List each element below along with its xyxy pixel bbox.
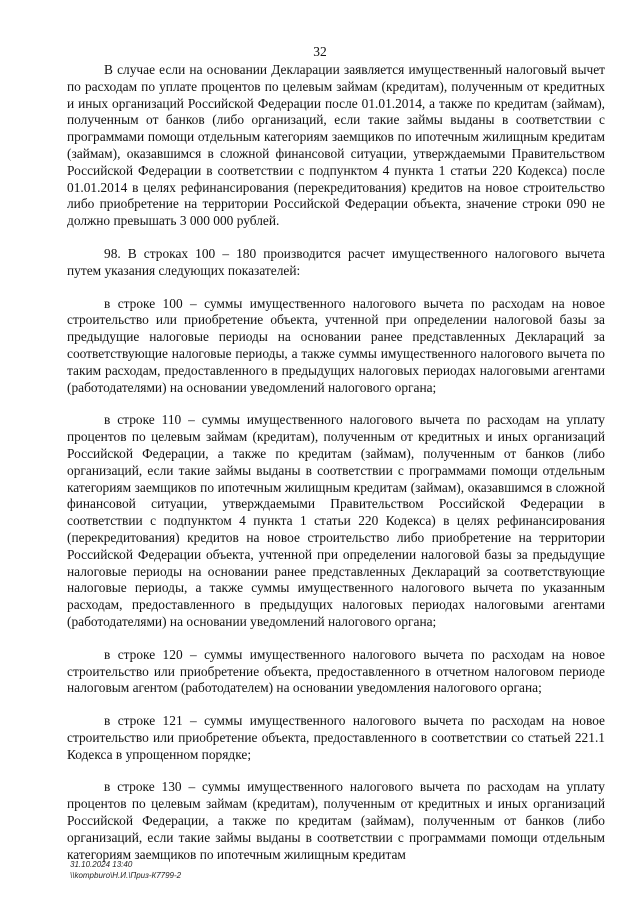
document-body <box>67 62 605 863</box>
paragraph-line-120: в строке 120 – суммы имущественного налогового вычета по расходам на новое строительство или приобретение объекта, предоставленного в отчетном налоговом периоде налоговым агентом (работодателем) на основании уведомления налогового органа; <box>67 646 605 696</box>
file-path: \\kompburo\Н.И.\Приз-К7799-2 <box>70 871 182 880</box>
paragraph-line-110: в строке 110 – суммы имущественного налогового вычета по расходам на уплату процентов по целевым займам (кредитам), полученным от кредитных и иных организаций Российской Федерации, а также по кредитам (займам), полученным от банков (либо организаций, если такие займы выданы в соответствии с программами помощи отдельным категориям заемщиков по ипотечным жилищным кредитам (займам), оказавшимся в сложной финансовой ситуации, утверждаемыми Правительством Российской Федерации в соответствии с подпунктом 4 пункта 1 статьи 220 Кодекса) в целях рефинансирования (перекредитования) кредитов на новое строительство либо приобретение на территории Российской Федерации объекта, учтенной при определении налоговой базы за предыдущие налоговые периоды на основании ранее представленных Деклараций за соответствующие налоговые периоды, а также суммы имущественного налогового вычета по указанным расходам, предоставленного в предыдущих налоговых периодах налоговыми агентами (работодателями) на основании уведомлений налогового органа; <box>67 412 605 629</box>
paragraph-line-121: в строке 121 – суммы имущественного налогового вычета по расходам на новое строительство или приобретение объекта, предоставленного в соответствии со статьей 221.1 Кодекса в упрощенном порядке; <box>67 713 605 762</box>
paragraph-98: 98. В строках 100 – 180 производится расчет имущественного налогового вычета путем указания следующих показателей: <box>67 245 605 278</box>
page-number: 32 <box>313 44 327 59</box>
paragraph-declaration-limit: В случае если на основании Декларации заявляется имущественный налоговый вычет по расходам по уплате процентов по целевым займам (кредитам), полученным от кредитных и иных организаций Российской Федерации после 01.01.2014, а также по кредитам (займам), полученным от банков (либо организаций, если такие займы выданы в соответствии с программами помощи отдельным категориям заемщиков по ипотечным жилищным кредитам (займам), оказавшимся в сложной финансовой ситуации, утверждаемыми Правительством Российской Федерации в соответствии с подпунктом 4 пункта 1 статьи 220 Кодекса) после 01.01.2014 в целях рефинансирования (перекредитования) кредитов на новое строительство либо приобретение на территории Российской Федерации объекта, значение строки 090 не должно превышать 3 000 000 рублей. <box>67 62 605 229</box>
paragraph-line-100: в строке 100 – суммы имущественного налогового вычета по расходам на новое строительство или приобретение объекта, учтенной при определении налоговой базы за предыдущие налоговые периоды на основании ранее представленных Деклараций за соответствующие налоговые периоды, а также суммы имущественного налогового вычета по таким расходам, предоставленного в предыдущих налоговых периодах налоговыми агентами (работодателями) на основании уведомлений налогового органа; <box>67 295 605 395</box>
paragraph-line-130: в строке 130 – суммы имущественного налогового вычета по расходам на уплату процентов по целевым займам (кредитам), полученным от кредитных и иных организаций Российской Федерации, а также по кредитам (займам), полученным от банков (либо организаций, если такие займы выданы в соответствии с программами помощи отдельным категориям заемщиков по ипотечным жилищным кредитам <box>67 779 605 862</box>
print-footer <box>70 859 181 881</box>
print-date: 31.10.2024 13:40 <box>70 860 133 869</box>
